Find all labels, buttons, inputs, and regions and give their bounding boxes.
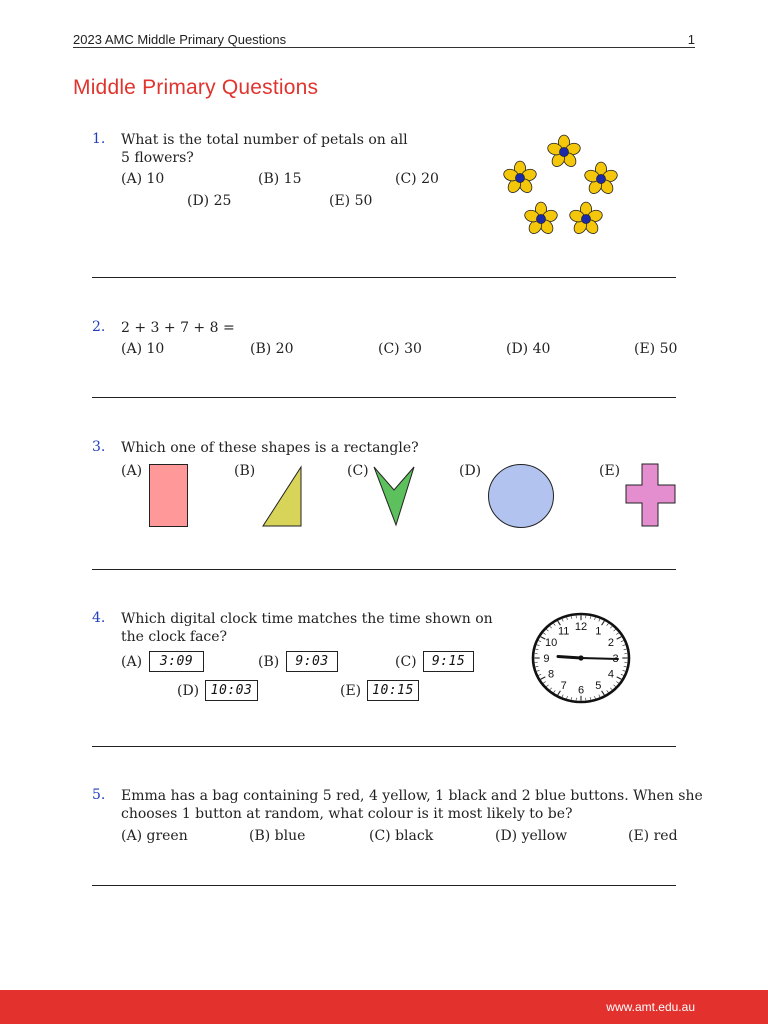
digital-clock-e[interactable]: 10:15	[367, 680, 419, 701]
digital-clock-a[interactable]: 3:09	[149, 651, 204, 672]
question-text-line: What is the total number of petals on all	[121, 132, 408, 148]
clock-pivot	[578, 655, 583, 660]
option-c[interactable]: (C) 20	[395, 171, 439, 187]
option-e[interactable]: (E)	[599, 463, 621, 479]
option-c[interactable]: (C) 30	[378, 341, 422, 357]
option-d[interactable]: (D) yellow	[495, 828, 568, 844]
divider	[92, 277, 676, 278]
option-e[interactable]: (E) 50	[634, 341, 678, 357]
flower-center	[596, 174, 605, 183]
flowers-figure	[500, 128, 630, 243]
option-a[interactable]: (A)	[121, 654, 143, 670]
option-e[interactable]: (E) red	[628, 828, 678, 844]
question-text-line: Emma has a bag containing 5 red, 4 yellow, 1 black and 2 blue buttons. When she	[121, 788, 703, 804]
page-title: Middle Primary Questions	[73, 76, 319, 99]
option-e[interactable]: (E) 50	[329, 193, 373, 209]
option-a[interactable]: (A) 10	[121, 171, 165, 187]
arrowhead-fill	[374, 467, 414, 525]
flower-center	[515, 173, 524, 182]
flower-center	[559, 147, 568, 156]
option-d[interactable]: (D) 40	[506, 341, 551, 357]
question-number: 3.	[92, 439, 106, 455]
flower-center	[536, 214, 545, 223]
option-e[interactable]: (E)	[340, 683, 362, 699]
digital-clock-d[interactable]: 10:03	[205, 680, 258, 701]
minute-hand	[581, 658, 618, 659]
divider	[92, 746, 676, 747]
option-a[interactable]: (A)	[121, 463, 143, 479]
option-a[interactable]: (A) green	[121, 828, 188, 844]
question-text-line: Which one of these shapes is a rectangle?	[121, 440, 419, 456]
question-number: 1.	[92, 131, 106, 147]
circle-fill	[489, 465, 554, 528]
flower	[568, 202, 604, 236]
question-text-line: 5 flowers?	[121, 150, 194, 166]
clock-numeral: 10	[544, 637, 558, 649]
question-text-line: Which digital clock time matches the time shown on	[121, 611, 493, 627]
option-b[interactable]: (B)	[258, 654, 280, 670]
option-b[interactable]: (B) 15	[258, 171, 302, 187]
flower	[502, 161, 538, 195]
option-c[interactable]: (C)	[395, 654, 417, 670]
option-a[interactable]: (A) 10	[121, 341, 165, 357]
question-text-line: 2 + 3 + 7 + 8 =	[121, 320, 235, 336]
flower	[583, 162, 619, 196]
cross-shape	[625, 463, 677, 528]
page-number: 1	[687, 32, 695, 47]
clock-numeral: 7	[560, 680, 567, 693]
option-d[interactable]: (D) 25	[187, 193, 232, 209]
flower	[546, 135, 582, 169]
digital-clock-c[interactable]: 9:15	[423, 651, 474, 672]
clock-numeral: 4	[607, 668, 614, 681]
header-title: 2023 AMC Middle Primary Questions	[73, 32, 287, 47]
question-text-line: chooses 1 button at random, what colour is it most likely to be?	[121, 806, 573, 822]
question-number: 5.	[92, 787, 106, 803]
rectangle-fill	[150, 465, 188, 527]
option-b[interactable]: (B) blue	[249, 828, 306, 844]
clock-numeral: 12	[574, 621, 588, 634]
footer-url[interactable]: www.amt.edu.au	[606, 1000, 695, 1014]
option-b[interactable]: (B) 20	[250, 341, 294, 357]
clock-numeral: 8	[548, 668, 555, 681]
clock-numeral: 6	[577, 684, 585, 697]
circle-shape	[487, 463, 555, 529]
option-d[interactable]: (D)	[459, 463, 482, 479]
question-text-line: the clock face?	[121, 629, 228, 645]
option-c[interactable]: (C)	[347, 463, 369, 479]
option-b[interactable]: (B)	[234, 463, 256, 479]
option-c[interactable]: (C) black	[369, 828, 434, 844]
flower	[523, 202, 559, 236]
triangle-shape	[262, 466, 304, 528]
divider	[92, 569, 676, 570]
question-number: 4.	[92, 610, 106, 626]
clock-numeral: 5	[595, 680, 602, 693]
arrowhead-shape	[372, 465, 416, 527]
option-d[interactable]: (D)	[177, 683, 200, 699]
clock-numeral: 1	[595, 625, 602, 638]
page-header	[73, 32, 695, 48]
hour-hand	[558, 657, 581, 659]
rectangle-shape	[149, 464, 189, 528]
clock-numeral: 9	[543, 652, 550, 665]
divider	[92, 885, 676, 886]
footer-bar	[0, 990, 768, 1024]
analog-clock-face	[530, 612, 632, 706]
flower-center	[581, 214, 590, 223]
triangle-fill	[263, 467, 301, 526]
question-number: 2.	[92, 319, 106, 335]
clock-numeral: 11	[557, 625, 570, 638]
divider	[92, 397, 676, 398]
digital-clock-b[interactable]: 9:03	[286, 651, 338, 672]
cross-fill	[626, 464, 675, 526]
clock-numeral: 2	[607, 637, 614, 649]
